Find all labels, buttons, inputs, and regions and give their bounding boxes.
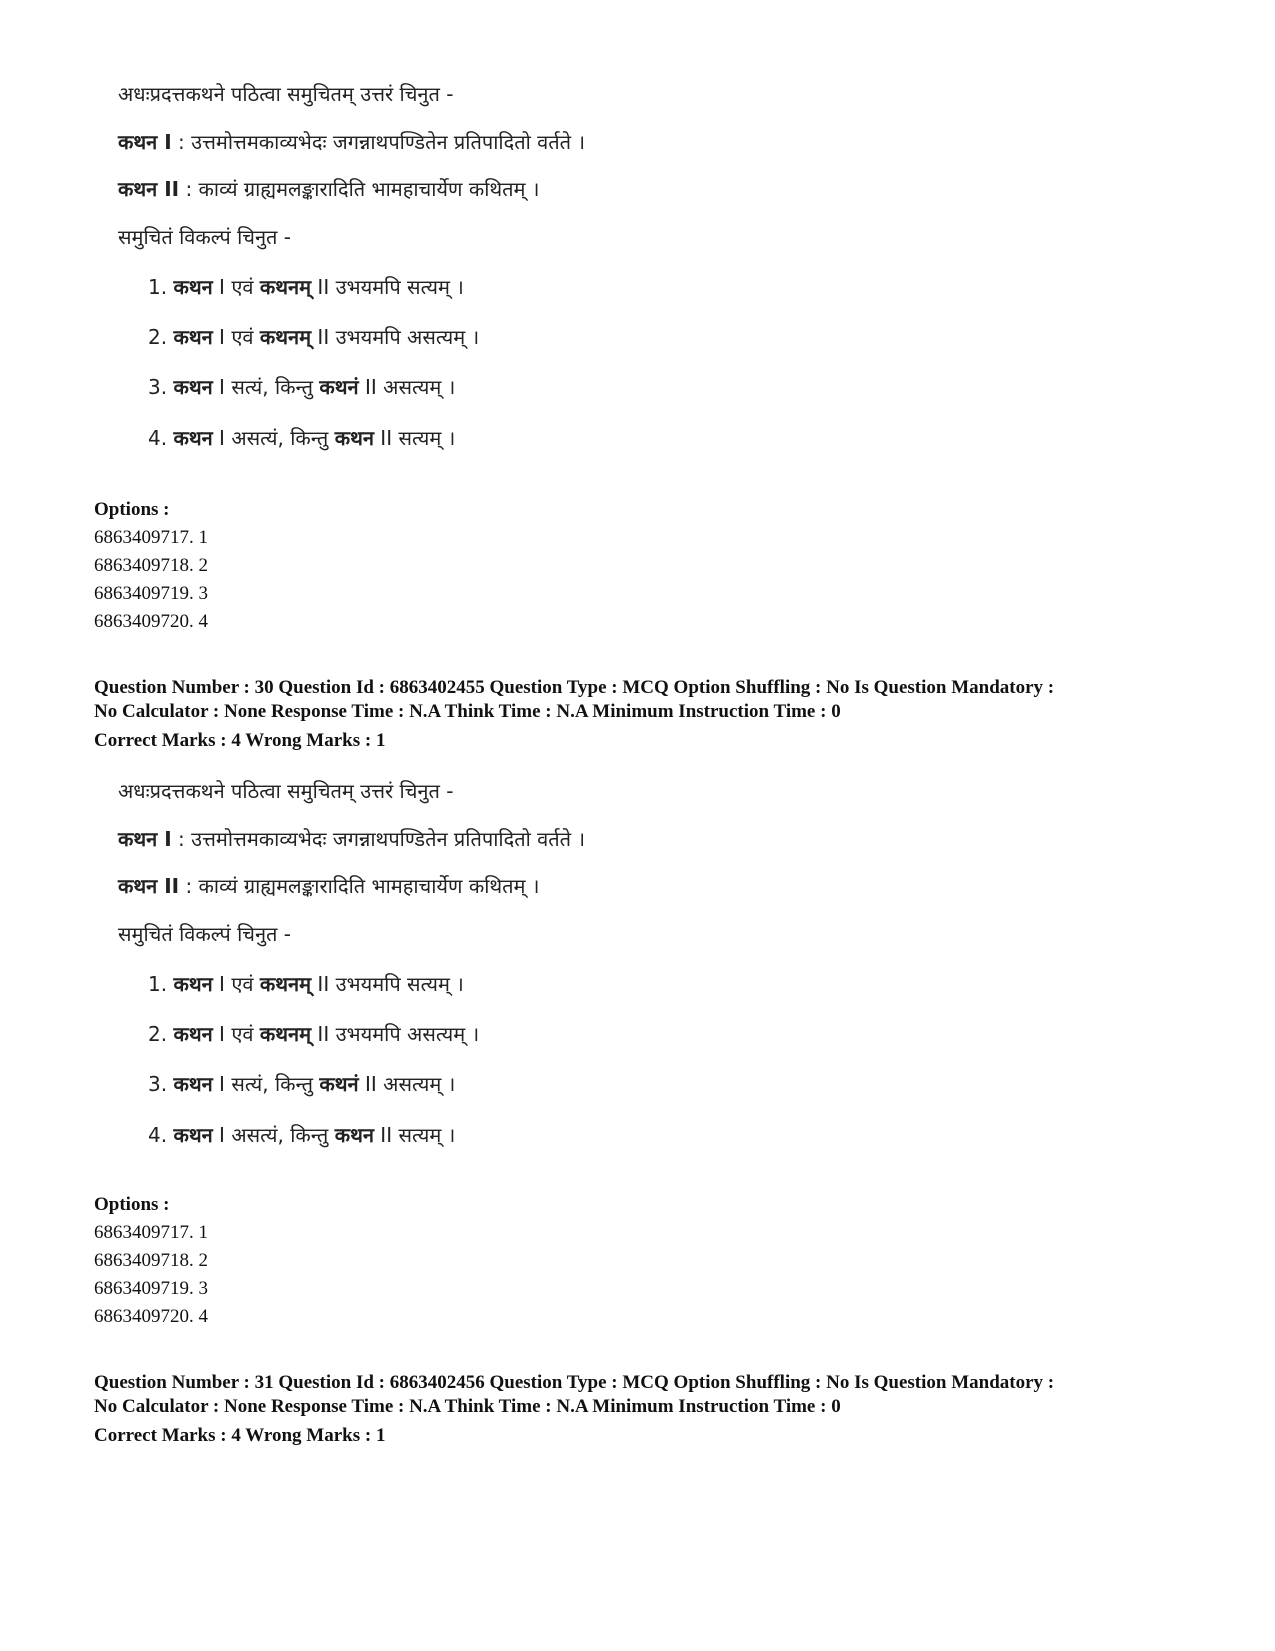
option-item: 6863409718. 2 [94,555,208,576]
question-meta-line: Question Number : 30 Question Id : 6863402455 Question Type : MCQ Option Shuffling : No Is Question Mandatory : [94,677,1055,698]
choice-text-d: II उभयमपि सत्यम् । [311,972,464,996]
choice-text-d: II असत्यम् । [358,1072,456,1096]
choice-text-b: I असत्यं, किन्तु [212,1123,335,1147]
question-meta-line: No Calculator : None Response Time : N.A Think Time : N.A Minimum Instruction Time : 0 [94,1396,841,1417]
choice-text-d: II उभयमपि सत्यम् । [311,275,464,299]
choice-text-b: I एवं [212,1022,260,1046]
statement-1-text: : उत्तमोत्तमकाव्यभेदः जगन्नाथपण्डितेन प्रतिपादितो वर्तते । [171,130,586,154]
choice-num: 4. [148,1123,168,1147]
question-instruction: अधःप्रदत्तकथने पठित्वा समुचितम् उत्तरं चिनुत - [118,779,454,803]
choice-bold-c: कथनम् [259,325,312,349]
options-title: Options : [94,499,170,520]
choice-bold-c: कथनं [319,1072,359,1096]
choice-text-b: I सत्यं, किन्तु [212,1072,320,1096]
choice-num: 2. [148,1022,168,1046]
statement-2 [118,872,539,900]
choice-bold-c: कथनं [319,375,359,399]
choice-2 [148,1020,479,1048]
choice-text-d: II असत्यम् । [358,375,456,399]
options-title: Options : [94,1194,170,1215]
option-item: 6863409719. 3 [94,583,208,604]
option-item: 6863409717. 1 [94,527,208,548]
choice-bold-a: कथन [173,275,213,299]
statement-2-label: कथन II [118,874,180,898]
option-item: 6863409720. 4 [94,1306,208,1327]
choice-text-b: I एवं [212,275,260,299]
choice-1 [148,273,464,301]
choice-text-b: I एवं [212,972,260,996]
choice-3 [148,373,455,401]
choice-text-d: II उभयमपि असत्यम् । [311,325,480,349]
statement-1-label: कथन I [118,827,172,851]
choice-bold-c: कथनम् [259,275,312,299]
choice-num: 3. [148,375,168,399]
choice-3 [148,1070,455,1098]
choice-bold-a: कथन [173,1072,213,1096]
question-instruction: अधःप्रदत्तकथने पठित्वा समुचितम् उत्तरं चिनुत - [118,82,454,106]
choice-4 [148,1121,455,1149]
choice-bold-c: कथन [334,426,374,450]
choice-1 [148,970,464,998]
choice-bold-a: कथन [173,972,213,996]
marks-line: Correct Marks : 4 Wrong Marks : 1 [94,1425,386,1446]
statement-2 [118,175,539,203]
question-meta-line: No Calculator : None Response Time : N.A Think Time : N.A Minimum Instruction Time : 0 [94,701,841,722]
choice-text-d: II उभयमपि असत्यम् । [311,1022,480,1046]
statement-2-text: : काव्यं ग्राह्यमलङ्कारादिति भामहाचार्येण कथितम् । [179,874,540,898]
statement-1-label: कथन I [118,130,172,154]
choice-4 [148,424,455,452]
option-item: 6863409719. 3 [94,1278,208,1299]
choice-bold-c: कथनम् [259,972,312,996]
choice-bold-a: कथन [173,325,213,349]
choice-num: 4. [148,426,168,450]
choice-bold-c: कथनम् [259,1022,312,1046]
statement-1-text: : उत्तमोत्तमकाव्यभेदः जगन्नाथपण्डितेन प्रतिपादितो वर्तते । [171,827,586,851]
choice-text-d: II सत्यम् । [373,426,456,450]
choice-bold-a: कथन [173,1022,213,1046]
choice-text-d: II सत्यम् । [373,1123,456,1147]
option-item: 6863409720. 4 [94,611,208,632]
choice-num: 1. [148,972,168,996]
choice-text-b: I सत्यं, किन्तु [212,375,320,399]
option-item: 6863409718. 2 [94,1250,208,1271]
choice-num: 3. [148,1072,168,1096]
statement-1 [118,825,585,853]
choice-bold-a: कथन [173,426,213,450]
choice-text-b: I एवं [212,325,260,349]
statement-1 [118,128,585,156]
choose-instruction: समुचितं विकल्पं चिनुत - [118,922,292,946]
choice-bold-a: कथन [173,1123,213,1147]
statement-2-text: : काव्यं ग्राह्यमलङ्कारादिति भामहाचार्येण कथितम् । [179,177,540,201]
statement-2-label: कथन II [118,177,180,201]
choice-text-b: I असत्यं, किन्तु [212,426,335,450]
choice-2 [148,323,479,351]
choice-bold-c: कथन [334,1123,374,1147]
option-item: 6863409717. 1 [94,1222,208,1243]
choice-bold-a: कथन [173,375,213,399]
marks-line: Correct Marks : 4 Wrong Marks : 1 [94,730,386,751]
choose-instruction: समुचितं विकल्पं चिनुत - [118,225,292,249]
choice-num: 1. [148,275,168,299]
choice-num: 2. [148,325,168,349]
question-meta-line: Question Number : 31 Question Id : 6863402456 Question Type : MCQ Option Shuffling : No Is Question Mandatory : [94,1372,1055,1393]
